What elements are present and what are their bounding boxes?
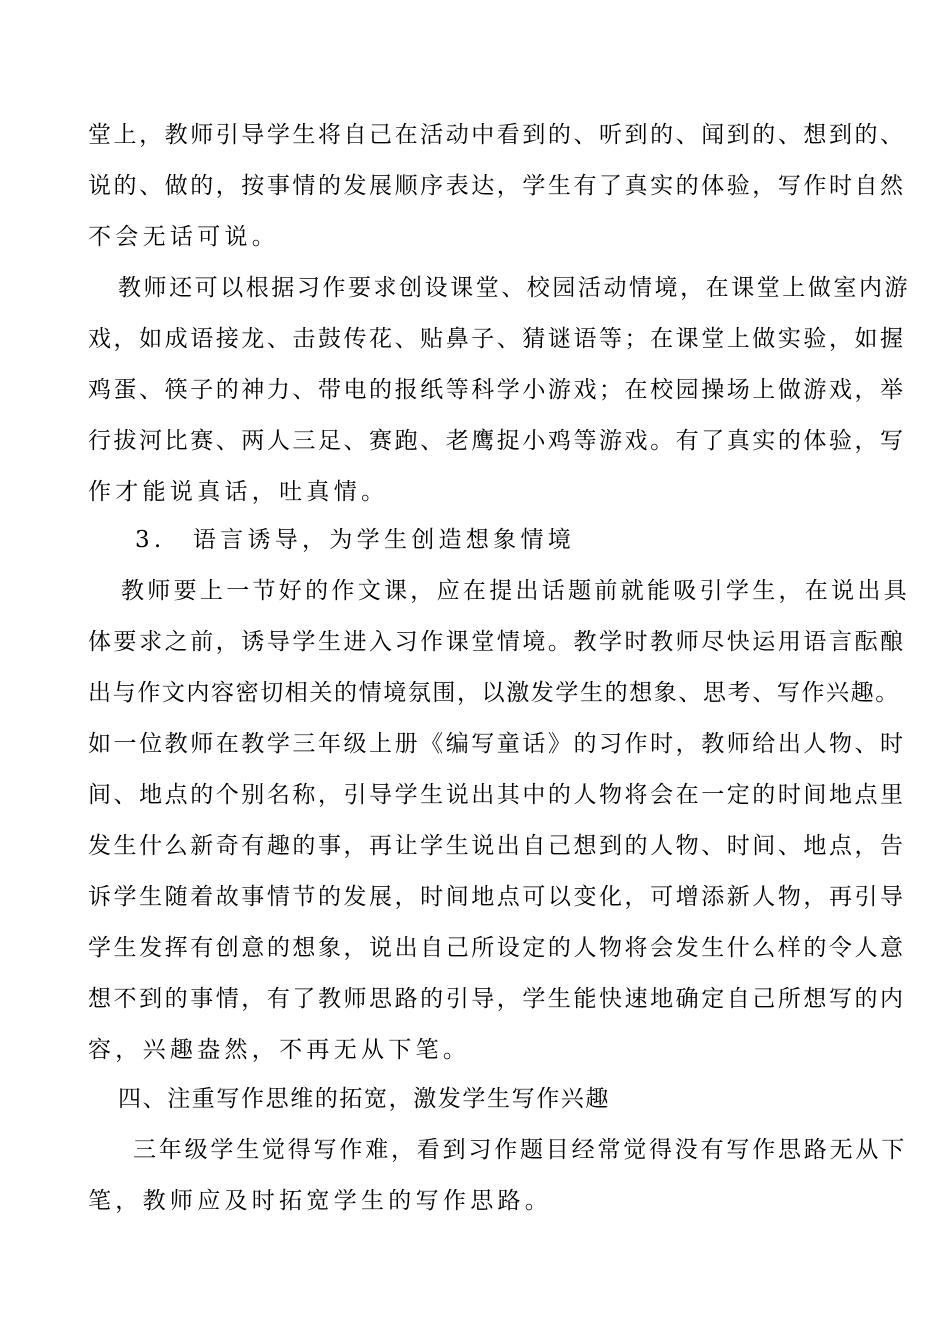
- paragraph-3-line-4: 如一位教师在教学三年级上册《编写童话》的习作时，教师给出人物、时: [88, 731, 906, 757]
- paragraph-3-line-6: 发生什么新奇有趣的事，再让学生说出自己想到的人物、时间、地点，告: [88, 833, 906, 859]
- paragraph-3-line-7: 诉学生随着故事情节的发展，时间地点可以变化，可增添新人物，再引导: [88, 884, 906, 910]
- paragraph-2-line-2: 戏，如成语接龙、击鼓传花、贴鼻子、猜谜语等；在课堂上做实验，如握: [88, 326, 906, 352]
- paragraph-1-line-2: 说的、做的，按事情的发展顺序表达，学生有了真实的体验，写作时自然: [88, 173, 906, 199]
- paragraph-3-line-8: 学生发挥有创意的想象，说出自己所设定的人物将会发生什么样的令人意: [88, 935, 906, 961]
- paragraph-3-line-10: 容，兴趣盎然，不再无从下笔。: [88, 1037, 471, 1063]
- paragraph-2-line-4: 行拔河比赛、两人三足、赛跑、老鹰捉小鸡等游戏。有了真实的体验，写: [88, 428, 906, 454]
- paragraph-4-line-2: 笔，教师应及时拓宽学生的写作思路。: [88, 1188, 553, 1214]
- paragraph-1-line-3: 不会无话可说。: [88, 224, 280, 250]
- paragraph-3-line-9: 想不到的事情，有了教师思路的引导，学生能快速地确定自己所想写的内: [88, 986, 906, 1012]
- paragraph-3-line-1: 教师要上一节好的作文课，应在提出话题前就能吸引学生，在说出具: [121, 578, 910, 604]
- section-heading-4: 四、注重写作思维的拓宽，激发学生写作兴趣: [118, 1086, 610, 1112]
- section-heading-3: 3. 语言诱导，为学生创造想象情境: [135, 527, 576, 553]
- paragraph-4-line-1: 三年级学生觉得写作难，看到习作题目经常觉得没有写作思路无从下: [133, 1137, 907, 1163]
- paragraph-3-line-2: 体要求之前，诱导学生进入习作课堂情境。教学时教师尽快运用语言酝酿: [88, 629, 906, 655]
- paragraph-2-line-5: 作才能说真话，吐真情。: [88, 479, 389, 505]
- paragraph-1-line-1: 堂上，教师引导学生将自己在活动中看到的、听到的、闻到的、想到的、: [88, 122, 906, 148]
- paragraph-3-line-5: 间、地点的个别名称，引导学生说出其中的人物将会在一定的时间地点里: [88, 782, 906, 808]
- paragraph-2-line-3: 鸡蛋、筷子的神力、带电的报纸等科学小游戏；在校园操场上做游戏，举: [88, 377, 906, 403]
- paragraph-3-line-3: 出与作文内容密切相关的情境氛围，以激发学生的想象、思考、写作兴趣。: [88, 680, 900, 706]
- paragraph-2-line-1: 教师还可以根据习作要求创设课堂、校园活动情境，在课堂上做室内游: [118, 275, 911, 301]
